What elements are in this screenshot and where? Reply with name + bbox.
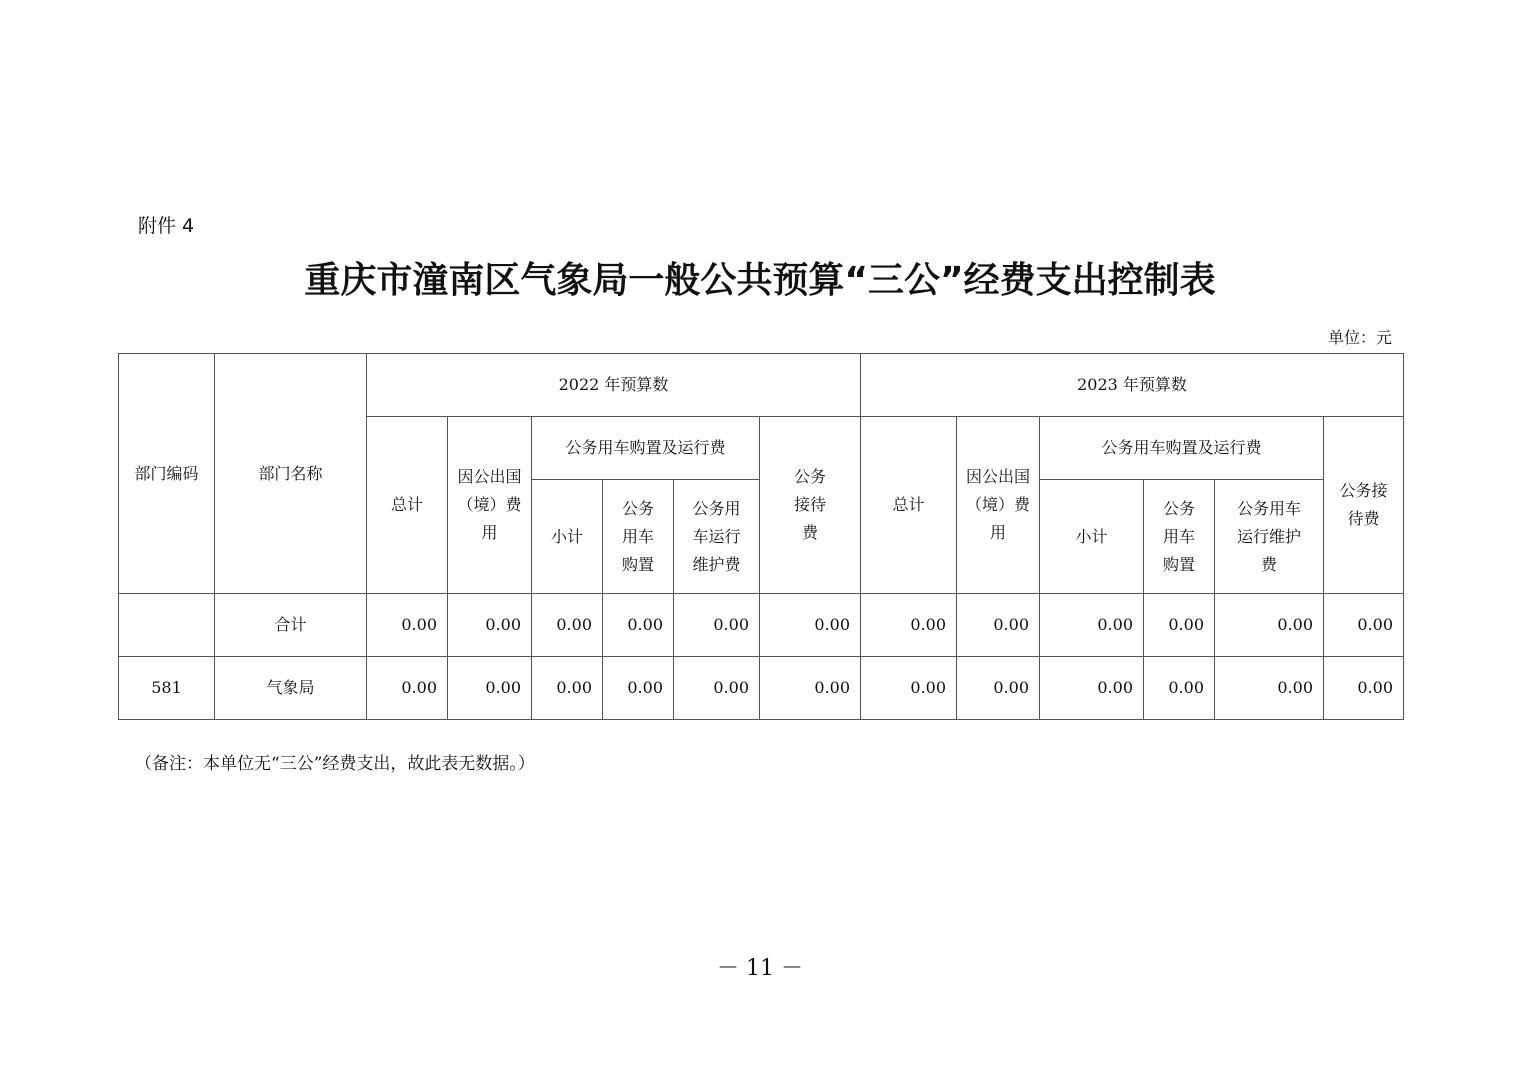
cell-2022-purchase: 0.00 [603, 657, 674, 720]
cell-2022-maintenance: 0.00 [674, 594, 760, 657]
cell-2023-purchase: 0.00 [1144, 594, 1215, 657]
table-body [119, 594, 1404, 720]
cell-dept-code [119, 594, 215, 657]
cell-2022-purchase: 0.00 [603, 594, 674, 657]
table-row-total [119, 594, 1404, 657]
remark-note: （备注：本单位无“三公”经费支出，故此表无数据。） [135, 754, 535, 774]
cell-2022-total: 0.00 [367, 657, 448, 720]
document-title: 重庆市潼南区气象局一般公共预算“三公”经费支出控制表 [304, 260, 1216, 301]
cell-2023-total: 0.00 [861, 657, 957, 720]
cell-2022-subtotal: 0.00 [532, 594, 603, 657]
cell-2023-purchase: 0.00 [1144, 657, 1215, 720]
cell-2023-reception: 0.00 [1324, 594, 1404, 657]
header-dept-name: 部门名称 [215, 354, 367, 594]
cell-2022-maintenance: 0.00 [674, 657, 760, 720]
header-2022-vehicle-group: 公务用车购置及运行费 [532, 417, 760, 480]
header-2022-purchase: 公务用车购置 [603, 480, 674, 594]
header-2023-reception: 公务接待费 [1324, 417, 1404, 594]
header-2022-maintenance: 公务用车运行维护费 [674, 480, 760, 594]
header-2023-vehicle-group: 公务用车购置及运行费 [1040, 417, 1324, 480]
cell-dept-name: 合计 [215, 594, 367, 657]
header-year-2022: 2022 年预算数 [367, 354, 861, 417]
header-2023-maintenance: 公务用车运行维护费 [1215, 480, 1324, 594]
header-2023-abroad: 因公出国（境）费用 [957, 417, 1040, 594]
budget-control-table [118, 353, 1404, 720]
cell-2022-abroad: 0.00 [448, 657, 532, 720]
cell-2023-subtotal: 0.00 [1040, 657, 1144, 720]
header-year-2023: 2023 年预算数 [861, 354, 1404, 417]
cell-2022-reception: 0.00 [760, 657, 861, 720]
cell-2022-subtotal: 0.00 [532, 657, 603, 720]
header-2023-purchase: 公务用车购置 [1144, 480, 1215, 594]
page-number: － 11 － [717, 956, 803, 981]
header-2023-subtotal: 小计 [1040, 480, 1144, 594]
table-row-meteorological-bureau [119, 657, 1404, 720]
header-2023-total: 总计 [861, 417, 957, 594]
cell-2022-reception: 0.00 [760, 594, 861, 657]
cell-2023-maintenance: 0.00 [1215, 594, 1324, 657]
cell-2023-reception: 0.00 [1324, 657, 1404, 720]
header-2022-total: 总计 [367, 417, 448, 594]
header-2022-abroad: 因公出国（境）费用 [448, 417, 532, 594]
header-dept-code: 部门编码 [119, 354, 215, 594]
cell-2023-total: 0.00 [861, 594, 957, 657]
header-2022-subtotal: 小计 [532, 480, 603, 594]
cell-dept-code: 581 [119, 657, 215, 720]
cell-2023-abroad: 0.00 [957, 657, 1040, 720]
cell-2023-maintenance: 0.00 [1215, 657, 1324, 720]
header-2022-reception: 公务接待费 [760, 417, 861, 594]
cell-2023-abroad: 0.00 [957, 594, 1040, 657]
cell-2022-total: 0.00 [367, 594, 448, 657]
cell-2022-abroad: 0.00 [448, 594, 532, 657]
unit-label: 单位：元 [1327, 328, 1392, 347]
attachment-label: 附件 4 [138, 215, 195, 237]
table-header [119, 354, 1404, 594]
cell-2023-subtotal: 0.00 [1040, 594, 1144, 657]
cell-dept-name: 气象局 [215, 657, 367, 720]
